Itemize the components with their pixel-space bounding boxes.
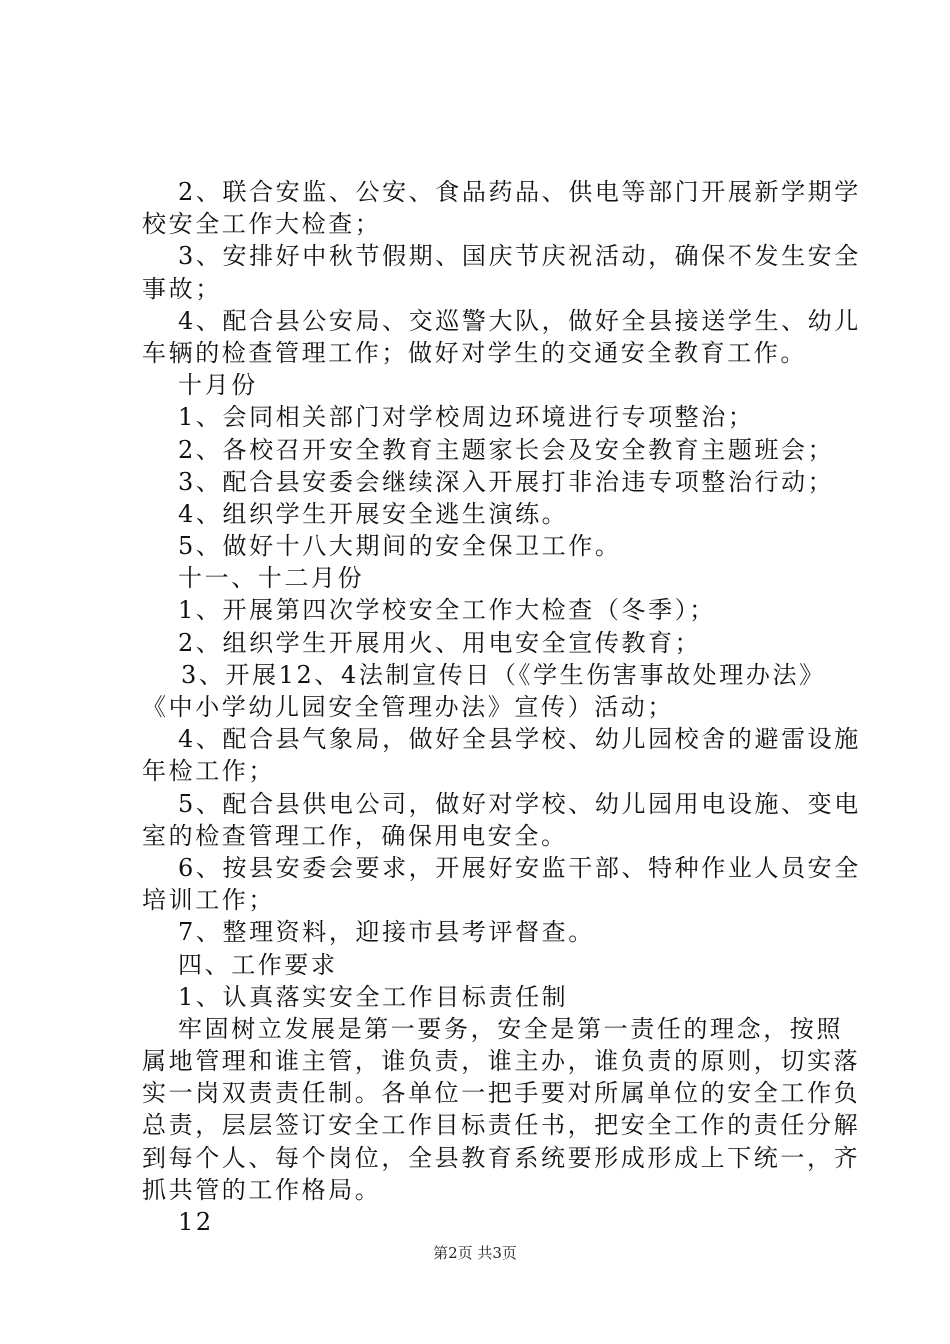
text-line: 四、工作要求 [178,950,338,979]
text-line: 4、配合县气象局，做好全县学校、幼儿园校舍的避雷设施 [178,725,861,754]
text-line: 年检工作； [142,757,275,786]
text-line: 牢固树立发展是第一要务，安全是第一责任的理念，按照 [178,1014,843,1043]
text-line: 到每个人、每个岗位，全县教育系统要形成形成上下统一，齐 [142,1143,861,1172]
text-line: 车辆的检查管理工作；做好对学生的交通安全教育工作。 [142,338,807,367]
text-line: 2、联合安监、公安、食品药品、供电等部门开展新学期学 [178,178,861,206]
text-line: 属地管理和谁主管，谁负责，谁主办，谁负责的原则，切实落 [142,1047,861,1076]
text-line: 3、配合县安委会继续深入开展打非治违专项整治行动； [178,467,835,496]
text-line: 3、开展12、4法制宣传日（《学生伤害事故处理办法》 [181,660,826,689]
text-line: 6、按县安委会要求，开展好安监干部、特种作业人员安全 [178,853,861,882]
text-line: 5、配合县供电公司，做好对学校、幼儿园用电设施、变电 [178,789,861,818]
text-line: 培训工作； [142,886,275,915]
text-line: 实一岗双责责任制。各单位一把手要对所属单位的安全工作负 [142,1079,861,1108]
text-line: 2、组织学生开展用火、用电安全宣传教育； [178,628,702,657]
text-line: 1、开展第四次学校安全工作大检查（冬季）； [178,596,716,625]
document-body [142,176,861,1238]
text-line: 十月份 [178,371,258,400]
text-line: 4、组织学生开展安全逃生演练。 [178,499,569,528]
text-line: 室的检查管理工作，确保用电安全。 [142,821,568,850]
text-line: 总责，层层签订安全工作目标责任书，把安全工作的责任分解 [142,1111,861,1140]
text-line: 12 [178,1208,214,1236]
text-line: 1、认真落实安全工作目标责任制 [178,982,569,1011]
text-line: 7、整理资料，迎接市县考评督查。 [178,918,595,947]
text-line: 《中小学幼儿园安全管理办法》宣传）活动； [142,693,674,721]
text-line: 4、配合县公安局、交巡警大队，做好全县接送学生、幼儿 [178,306,861,335]
text-line: 校安全工作大检查； [142,210,382,239]
page-footer: 第2页 共3页 [433,1244,517,1262]
text-line: 事故； [142,274,222,303]
text-line: 十一、十二月份 [178,564,365,593]
text-line: 3、安排好中秋节假期、国庆节庆祝活动，确保不发生安全 [178,242,861,271]
text-line: 抓共管的工作格局。 [142,1175,382,1204]
text-line: 1、会同相关部门对学校周边环境进行专项整治； [178,403,755,432]
text-line: 2、各校召开安全教育主题家长会及安全教育主题班会； [178,435,835,464]
text-line: 5、做好十八大期间的安全保卫工作。 [178,532,622,561]
